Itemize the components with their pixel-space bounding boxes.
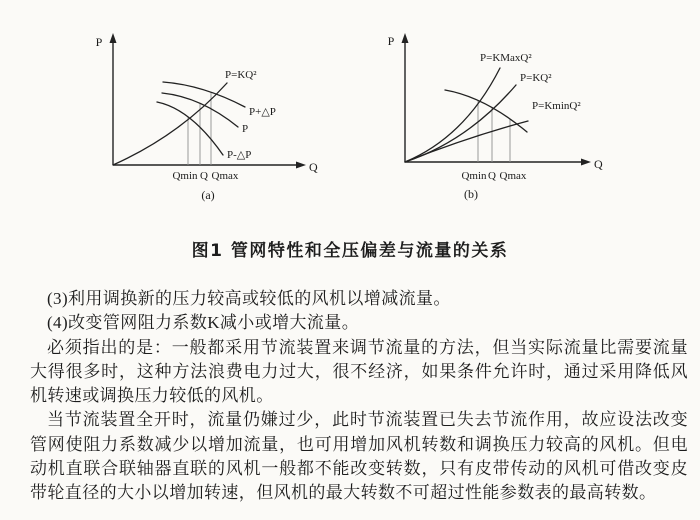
figure-panel-b: [368, 15, 648, 210]
x-axis-arrow-icon: [581, 159, 591, 166]
x-tick-qmax: Qmax: [499, 170, 527, 182]
curve-label-p-minus: P-△P: [227, 149, 252, 161]
curve-label-p: P: [242, 123, 249, 135]
x-tick-qmin: Qmin: [172, 170, 198, 182]
fan-curve: [445, 90, 527, 132]
y-axis-label: P: [387, 34, 395, 48]
curve-label-k: P=KQ²: [520, 72, 552, 84]
resistance-curve-kmin: [405, 121, 528, 162]
curve-label-system: P=KQ²: [225, 69, 257, 81]
x-tick-q: Q: [488, 170, 496, 182]
figure-panel-a: [75, 15, 335, 215]
x-axis-label: Q: [594, 157, 603, 171]
body-paragraph: 必须指出的是：一般都采用节流装置来调节流量的方法，但当实际流量比需要流量大得很多时，这种方法浪费电力过大，很不经济，如果条件允许时，通过采用降低风机转速或调换压力较低的风机。: [30, 337, 688, 406]
y-axis-arrow-icon: [110, 33, 117, 43]
curve-label-kmin: P=KminQ²: [532, 100, 581, 112]
body-paragraph: 当节流装置全开时，流量仍嫌过少，此时节流装置已失去节流作用，故应设法改变管网使阻力系数减少以增加流量，也可用增加风机转数和调换压力较高的风机。但电动机直联合联轴器直联的风机一般都不能改变转数，只有皮带传动的风机可借改变皮带轮直径的大小以增加转速，但风机的最大转数不可超过性能参数表的最高转数。: [30, 410, 688, 503]
curve-label-p-plus: P+△P: [249, 106, 276, 118]
panel-label-b: (b): [464, 187, 478, 201]
x-tick-qmin: Qmin: [461, 170, 487, 182]
panel-label-a: (a): [201, 188, 215, 202]
system-resistance-curve: [113, 83, 227, 165]
figure-caption: 图1 管网特性和全压偏差与流量的关系: [191, 241, 509, 261]
curve-label-kmax: P=KMaxQ²: [480, 52, 532, 64]
x-axis-label: Q: [309, 160, 318, 174]
x-tick-q: Q: [200, 170, 208, 182]
body-paragraph: (3)利用调换新的压力较高或较低的风机以增减流量。: [47, 289, 451, 308]
y-axis-label: P: [95, 35, 103, 49]
body-text: [30, 287, 688, 506]
x-axis-arrow-icon: [296, 162, 306, 169]
body-paragraph: (4)改变管网阻力系数K减小或增大流量。: [47, 313, 360, 333]
x-tick-qmax: Qmax: [211, 170, 239, 182]
y-axis-arrow-icon: [402, 33, 409, 43]
